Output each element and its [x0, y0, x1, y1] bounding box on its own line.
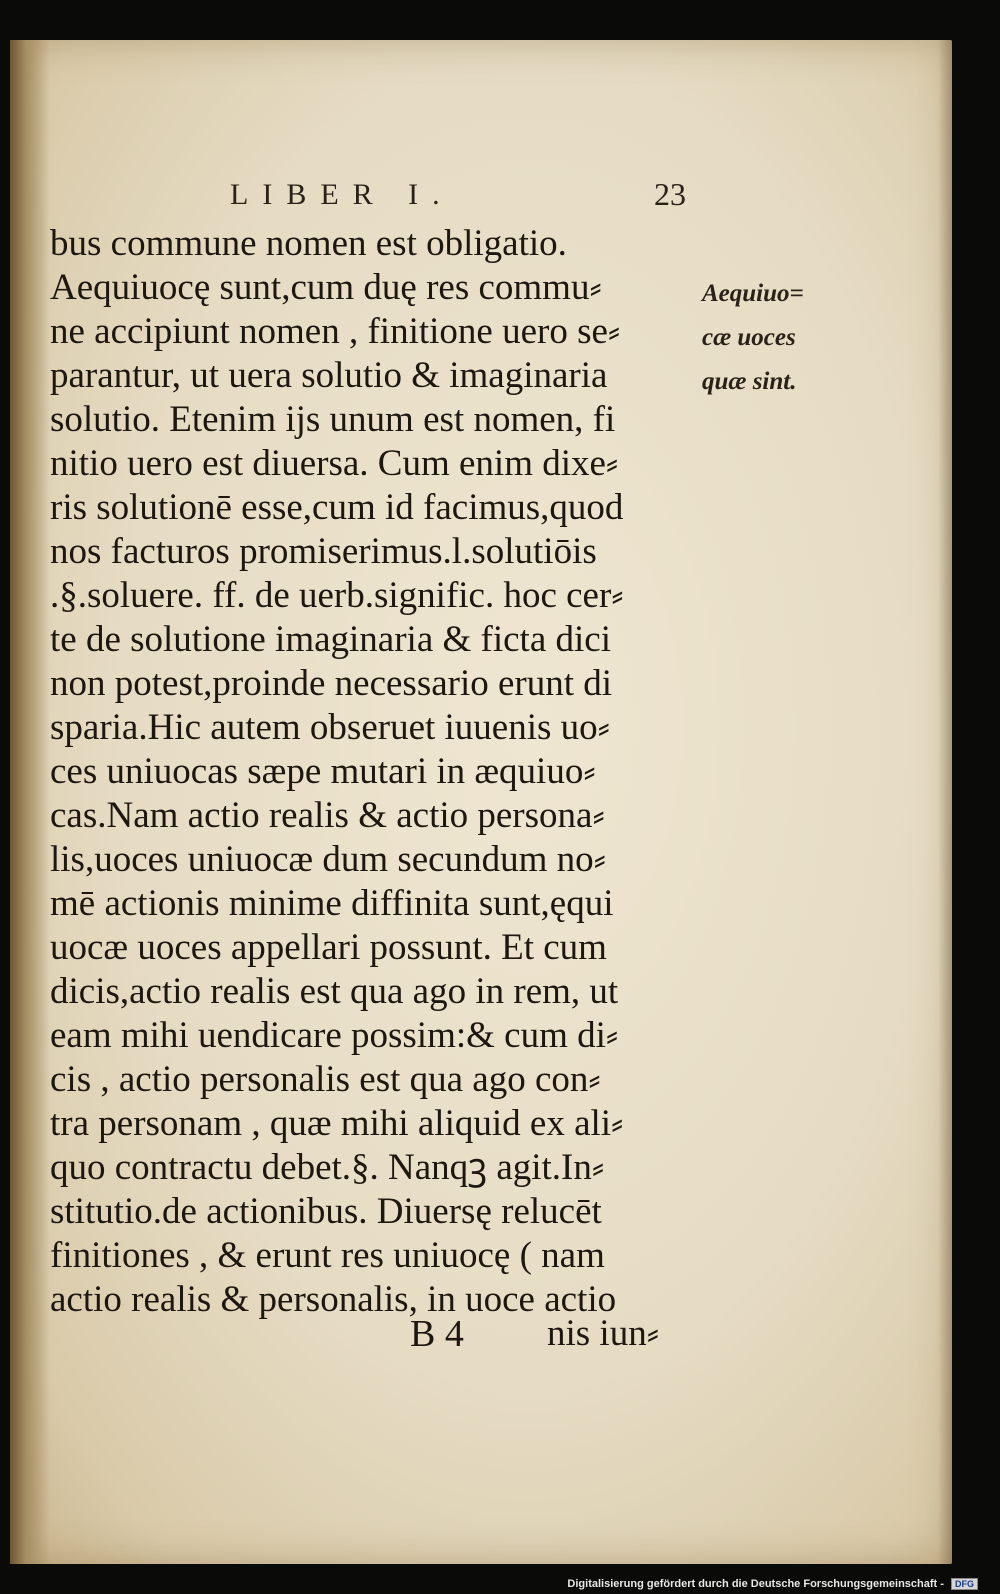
text-line: te de solutione imaginaria & ficta dici	[50, 619, 611, 660]
text-line: ne accipiunt nomen , finitione uero se⸗	[50, 311, 621, 352]
digitization-credit	[567, 1578, 978, 1590]
page-number: 23	[654, 176, 686, 212]
text-line: cis , actio personalis est qua ago con⸗	[50, 1059, 601, 1100]
text-line: Aequiuocę sunt,cum duę res commu⸗	[50, 267, 602, 308]
credit-text: Digitalisierung gefördert durch die Deutsche Forschungsgemeinschaft -	[567, 1577, 944, 1590]
page-edge-shadow	[938, 40, 952, 1564]
text-line: ris solutionē esse,cum id facimus,quod	[50, 487, 624, 528]
marginal-note-line: Aequiuo=	[702, 280, 804, 307]
text-line: dicis,actio realis est qua ago in rem, ut	[50, 971, 619, 1012]
text-line: quo contractu debet.§. Nanqꝫ agit.In⸗	[50, 1147, 605, 1188]
text-line: solutio. Etenim ijs unum est nomen, fi	[50, 399, 616, 440]
marginal-note	[702, 272, 832, 404]
text-line: finitiones , & erunt res uniuocę ( nam	[50, 1235, 605, 1276]
text-line: bus commune nomen est obligatio.	[50, 223, 567, 264]
text-line: nos facturos promiserimus.l.solutiōis	[50, 531, 597, 572]
body-text	[50, 222, 700, 1322]
text-line: stitutio.de actionibus. Diuersę relucēt	[50, 1191, 602, 1232]
text-line: mē actionis minime diffinita sunt,ęqui	[50, 883, 614, 924]
text-line: .§.soluere. ff. de uerb.signific. hoc cer⸗	[50, 575, 624, 616]
text-line: tra personam , quæ mihi aliquid ex ali⸗	[50, 1103, 624, 1144]
text-line: ces uniuocas sæpe mutari in æquiuo⸗	[50, 751, 596, 792]
catchword: nis iun⸗	[547, 1313, 660, 1354]
page-gutter-shadow	[10, 40, 50, 1564]
text-line: sparia.Hic autem obseruet iuuenis uo⸗	[50, 707, 610, 748]
marginal-note-line: cæ uoces	[702, 324, 796, 351]
text-line: lis,uoces uniuocæ dum secundum no⸗	[50, 839, 606, 880]
text-line: non potest,proinde necessario erunt di	[50, 663, 613, 704]
text-line: uocæ uoces appellari possunt. Et cum	[50, 927, 607, 968]
signature-mark: B 4	[410, 1313, 464, 1355]
marginal-note-line: quæ sint.	[702, 368, 797, 395]
dfg-logo: DFG	[951, 1578, 978, 1590]
text-line: nitio uero est diuersa. Cum enim dixe⸗	[50, 443, 619, 484]
text-line: actio realis & personalis, in uoce actio	[50, 1279, 617, 1320]
text-line: eam mihi uendicare possim:& cum di⸗	[50, 1015, 619, 1056]
text-line: parantur, ut uera solutio & imaginaria	[50, 355, 608, 396]
text-line: cas.Nam actio realis & actio persona⸗	[50, 795, 605, 836]
running-head: LIBER I.	[230, 178, 454, 211]
